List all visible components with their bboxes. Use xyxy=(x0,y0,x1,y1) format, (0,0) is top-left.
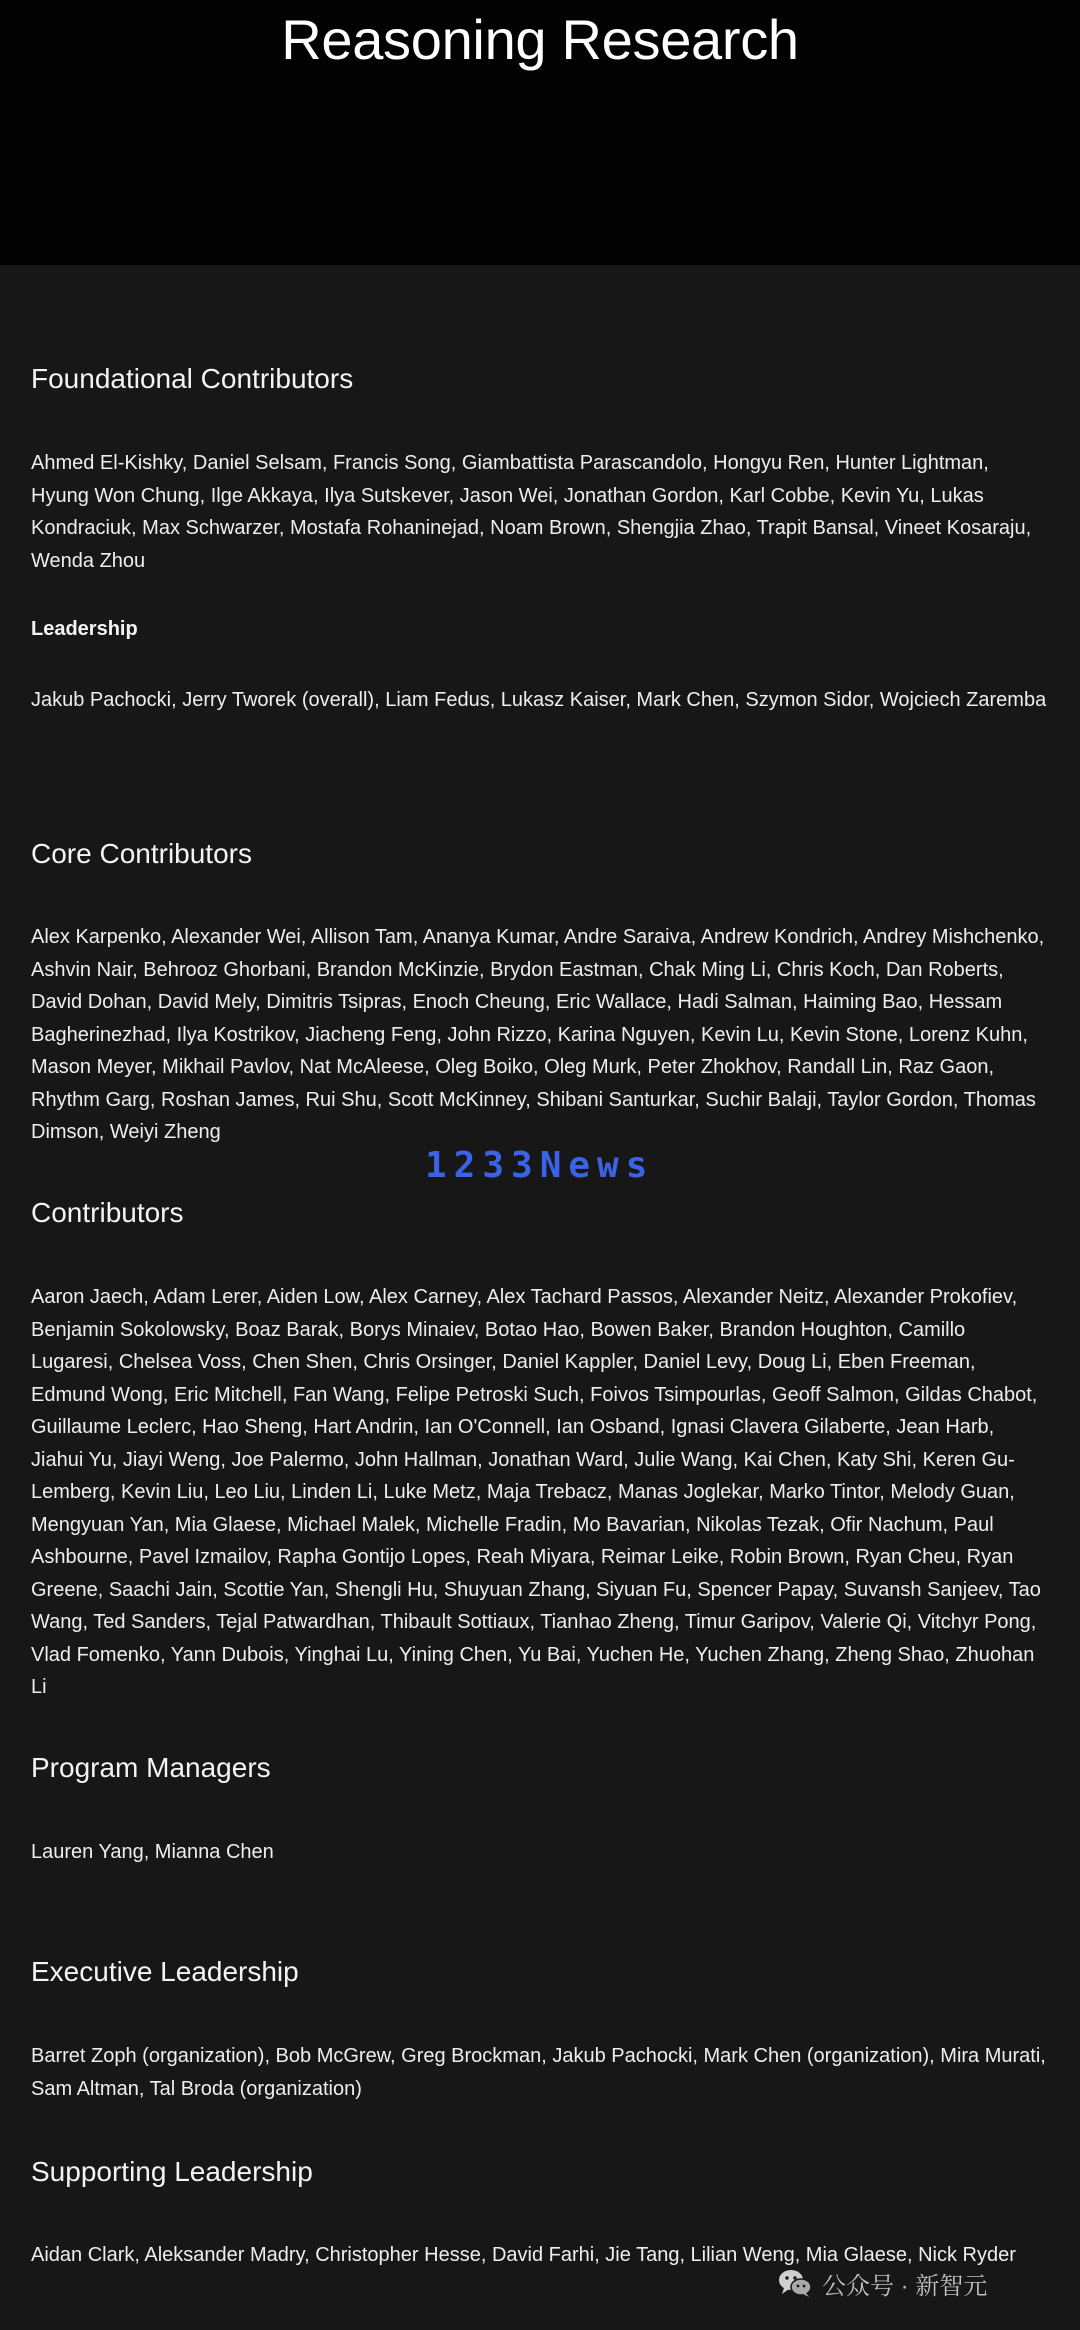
hero-banner xyxy=(0,0,1080,265)
wechat-icon xyxy=(778,2269,812,2297)
names-program-managers: Lauren Yang, Mianna Chen xyxy=(31,1841,274,1863)
section-heading-core: Core Contributors xyxy=(31,838,252,869)
names-contributors: Aaron Jaech, Adam Lerer, Aiden Low, Alex Carney, Alex Tachard Passos, Alexander Neitz, Alexander Prokofiev, Benjamin Sokolowsky, Boaz Barak, Borys Minaiev, Botao Hao, Bowen Baker, Brandon Houghton, Camillo Lugaresi, Chelsea Voss, Chen Shen, Chris Orsinger, Daniel Kappler, Daniel Levy, Doug Li, Eben Freeman, Edmund Wong, Eric Mitchell, Fan Wang, Felipe Petroski Such, Foivos Tsimpourlas, Geoff Salmon, Gildas Chabot, Guillaume Leclerc, Hao Sheng, Hart Andrin, Ian O'Connell, Ian Osband, Ignasi Clavera Gilaberte, Jean Harb, Jiahui Yu, Jiayi Weng, Joe Palermo, John Hallman, Jonathan Ward, Julie Wang, Kai Chen, Katy Shi, Keren Gu-Lemberg, Kevin Liu, Leo Liu, Linden Li, Luke Metz, Maja Trebacz, Manas Joglekar, Marko Tintor, Melody Guan, Mengyuan Yan, Mia Glaese, Michael Malek, Michelle Fradin, Mo Bavarian, Nikolas Tezak, Ofir Nachum, Paul Ashbourne, Pavel Izmailov, Rapha Gontijo Lopes, Reah Miyara, Reimar Leike, Robin Brown, Ryan Cheu, Ryan Greene, Saachi Jain, Scottie Yan, Shengli Hu, Shuyuan Zhang, Siyuan Fu, Spencer Papay, Suvansh Sanjeev, Tao Wang, Ted Sanders, Tejal Patwardhan, Thibault Sottiaux, Tianhao Zheng, Timur Garipov, Valerie Qi, Vitchyr Pong, Vlad Fomenko, Yann Dubois, Yinghai Lu, Yining Chen, Yu Bai, Yuchen He, Yuchen Zhang, Zheng Shao, Zhuohan Li xyxy=(31,1286,1041,1698)
names-foundational: Ahmed El-Kishky, Daniel Selsam, Francis Song, Giambattista Parascandolo, Hongyu Ren, Hunter Lightman, Hyung Won Chung, Ilge Akkaya, Ilya Sutskever, Jason Wei, Jonathan Gordon, Karl Cobbe, Kevin Yu, Lukas Kondraciuk, Max Schwarzer, Mostafa Rohaninejad, Noam Brown, Shengjia Zhao, Trapit Bansal, Vineet Kosaraju, Wenda Zhou xyxy=(31,452,1032,572)
section-heading-foundational: Foundational Contributors xyxy=(31,363,354,394)
names-leadership: Jakub Pachocki, Jerry Tworek (overall), Liam Fedus, Lukasz Kaiser, Mark Chen, Szymon Sidor, Wojciech Zaremba xyxy=(31,689,1047,711)
names-executive-leadership: Barret Zoph (organization), Bob McGrew, Greg Brockman, Jakub Pachocki, Mark Chen (organization), Mira Murati, Sam Altman, Tal Broda (organization) xyxy=(31,2045,1046,2100)
section-heading-executive-leadership: Executive Leadership xyxy=(31,1956,299,1987)
subheading-leadership: Leadership xyxy=(31,618,138,640)
names-core: Alex Karpenko, Alexander Wei, Allison Tam, Ananya Kumar, Andre Saraiva, Andrew Kondrich, Andrey Mishchenko, Ashvin Nair, Behrooz Ghorbani, Brandon McKinzie, Brydon Eastman, Chak Ming Li, Chris Koch, Dan Roberts, David Dohan, David Mely, Dimitris Tsipras, Enoch Cheung, Eric Wallace, Hadi Salman, Haiming Bao, Hessam Bagherinezhad, Ilya Kostrikov, Jiacheng Feng, John Rizzo, Karina Nguyen, Kevin Lu, Kevin Stone, Lorenz Kuhn, Mason Meyer, Mikhail Pavlov, Nat McAleese, Oleg Boiko, Oleg Murk, Peter Zhokhov, Randall Lin, Raz Gaon, Rhythm Garg, Roshan James, Rui Shu, Scott McKinney, Shibani Santurkar, Suchir Balaji, Taylor Gordon, Thomas Dimson, Weiyi Zheng xyxy=(31,926,1045,1143)
section-heading-supporting-leadership: Supporting Leadership xyxy=(31,2156,313,2187)
page-title: Reasoning Research xyxy=(281,8,799,71)
names-supporting-leadership: Aidan Clark, Aleksander Madry, Christopher Hesse, David Farhi, Jie Tang, Lilian Weng, Mia Glaese, Nick Ryder xyxy=(31,2244,1016,2266)
watermark-wechat-text: 公众号 · 新智元 xyxy=(822,2272,988,2300)
section-heading-program-managers: Program Managers xyxy=(31,1752,271,1783)
section-heading-contributors: Contributors xyxy=(31,1197,184,1228)
watermark-1233news: 1233News xyxy=(425,1145,655,1186)
watermark-wechat xyxy=(778,2267,987,2299)
